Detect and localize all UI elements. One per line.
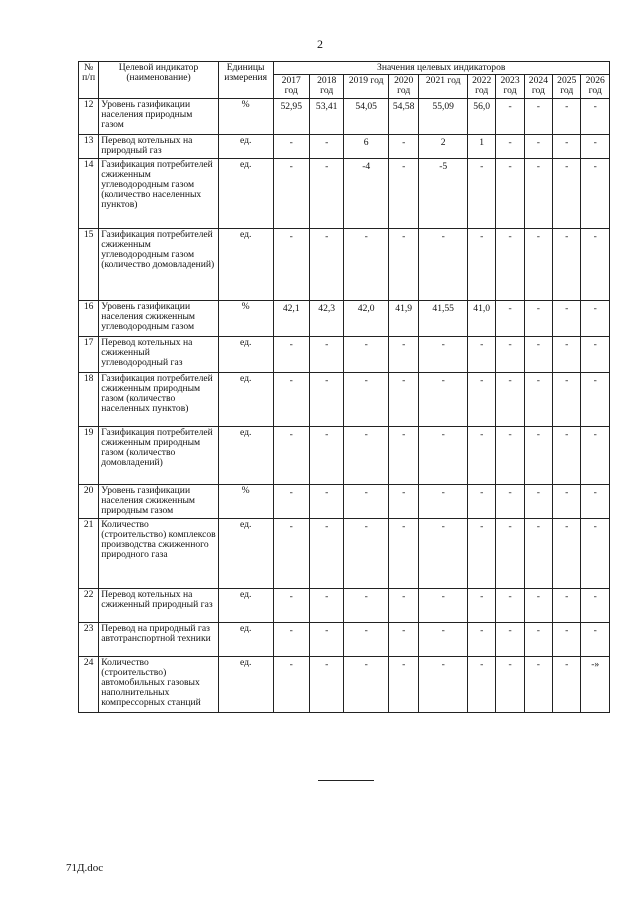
indicator-name: Перевод котельных на сжиженный углеводородный газ (99, 336, 219, 372)
row-number: 13 (79, 134, 99, 158)
value-cell: - (419, 426, 468, 484)
value-cell: - (496, 228, 524, 300)
value-cell: - (524, 622, 552, 656)
value-cell: - (581, 484, 610, 518)
value-cell: - (581, 588, 610, 622)
value-cell: - (388, 588, 418, 622)
value-cell: - (273, 484, 309, 518)
table-row (79, 336, 610, 372)
value-cell: - (388, 484, 418, 518)
value-cell: - (468, 228, 496, 300)
value-cell: - (309, 622, 343, 656)
value-cell: - (581, 134, 610, 158)
value-cell: 42,0 (344, 300, 389, 336)
value-cell: - (419, 372, 468, 426)
value-cell: - (524, 518, 552, 588)
value-cell: - (273, 622, 309, 656)
value-cell: - (553, 372, 581, 426)
row-number: 17 (79, 336, 99, 372)
value-cell: - (524, 484, 552, 518)
indicator-name: Уровень газификации населения сжиженным углеводородным газом (99, 300, 219, 336)
value-cell: - (496, 518, 524, 588)
header-row-main (79, 62, 610, 75)
value-cell: - (468, 336, 496, 372)
value-cell: - (344, 588, 389, 622)
value-cell: - (496, 622, 524, 656)
value-cell: - (419, 336, 468, 372)
value-cell: - (309, 372, 343, 426)
value-cell: - (388, 656, 418, 712)
value-cell: -5 (419, 158, 468, 228)
value-cell: - (581, 622, 610, 656)
value-cell: - (388, 622, 418, 656)
row-number: 19 (79, 426, 99, 484)
value-cell: - (388, 134, 418, 158)
table-row (79, 518, 610, 588)
value-cell: - (273, 656, 309, 712)
value-cell: - (273, 426, 309, 484)
value-cell: - (309, 336, 343, 372)
indicator-name: Газификация потребителей сжиженным углеводородным газом (количество населенных пунктов) (99, 158, 219, 228)
value-cell: - (581, 98, 610, 134)
row-number: 21 (79, 518, 99, 588)
unit-cell: % (218, 98, 273, 134)
value-cell: - (344, 426, 389, 484)
unit-cell: ед. (218, 656, 273, 712)
value-cell: - (496, 484, 524, 518)
header-name: Целевой индикатор (наименование) (99, 62, 219, 99)
value-cell: - (388, 518, 418, 588)
value-cell: - (524, 656, 552, 712)
indicator-name: Количество (строительство) комплексов производства сжиженного природного газа (99, 518, 219, 588)
value-cell: - (496, 656, 524, 712)
value-cell: 56,0 (468, 98, 496, 134)
value-cell: - (496, 372, 524, 426)
value-cell: - (496, 158, 524, 228)
table-row (79, 588, 610, 622)
unit-cell: ед. (218, 228, 273, 300)
value-cell: - (468, 372, 496, 426)
header-year: 2022 год (468, 75, 496, 98)
value-cell: - (468, 158, 496, 228)
header-year: 2026 год (581, 75, 610, 98)
value-cell: - (581, 300, 610, 336)
indicator-name: Газификация потребителей сжиженным природным газом (количество домовладений) (99, 426, 219, 484)
header-year: 2017 год (273, 75, 309, 98)
header-year: 2018 год (309, 75, 343, 98)
value-cell: - (273, 158, 309, 228)
value-cell: - (524, 588, 552, 622)
value-cell: 54,58 (388, 98, 418, 134)
value-cell: - (309, 656, 343, 712)
unit-cell: ед. (218, 134, 273, 158)
value-cell: - (524, 426, 552, 484)
value-cell: - (273, 588, 309, 622)
value-cell: - (524, 336, 552, 372)
value-cell: - (273, 336, 309, 372)
value-cell: - (309, 588, 343, 622)
value-cell: 52,95 (273, 98, 309, 134)
value-cell: - (309, 484, 343, 518)
value-cell: - (581, 336, 610, 372)
value-cell: - (344, 336, 389, 372)
value-cell: - (524, 300, 552, 336)
value-cell: - (553, 622, 581, 656)
value-cell: 55,09 (419, 98, 468, 134)
value-cell: - (553, 484, 581, 518)
value-cell: - (309, 228, 343, 300)
value-cell: - (419, 518, 468, 588)
row-number: 22 (79, 588, 99, 622)
value-cell: - (309, 426, 343, 484)
table-row (79, 484, 610, 518)
value-cell: - (581, 228, 610, 300)
value-cell: - (581, 158, 610, 228)
value-cell: - (553, 426, 581, 484)
value-cell: 6 (344, 134, 389, 158)
row-number: 14 (79, 158, 99, 228)
value-cell: - (496, 588, 524, 622)
value-cell: - (388, 336, 418, 372)
unit-cell: ед. (218, 588, 273, 622)
value-cell: - (344, 656, 389, 712)
indicator-name: Количество (строительство) автомобильных газовых наполнительных компрессорных станций (99, 656, 219, 712)
footer-divider (318, 780, 374, 781)
table-row (79, 158, 610, 228)
value-cell: - (524, 158, 552, 228)
indicators-body (79, 98, 610, 712)
value-cell: - (553, 656, 581, 712)
indicator-name: Перевод котельных на природный газ (99, 134, 219, 158)
unit-cell: % (218, 484, 273, 518)
row-number: 16 (79, 300, 99, 336)
table-row (79, 656, 610, 712)
value-cell: - (553, 158, 581, 228)
value-cell: - (309, 158, 343, 228)
value-cell: - (419, 622, 468, 656)
value-cell: - (553, 336, 581, 372)
value-cell: 2 (419, 134, 468, 158)
unit-cell: ед. (218, 158, 273, 228)
header-year: 2023 год (496, 75, 524, 98)
value-cell: - (496, 426, 524, 484)
indicator-name: Газификация потребителей сжиженным природным газом (количество населенных пунктов) (99, 372, 219, 426)
value-cell: - (553, 518, 581, 588)
table-row (79, 228, 610, 300)
value-cell: - (388, 228, 418, 300)
indicator-name: Уровень газификации населения природным газом (99, 98, 219, 134)
value-cell: -» (581, 656, 610, 712)
value-cell: - (309, 134, 343, 158)
value-cell: - (524, 372, 552, 426)
value-cell: - (553, 228, 581, 300)
value-cell: 54,05 (344, 98, 389, 134)
header-values: Значения целевых индикаторов (273, 62, 610, 75)
value-cell: - (273, 518, 309, 588)
value-cell: - (273, 134, 309, 158)
table-row (79, 134, 610, 158)
value-cell: - (344, 372, 389, 426)
value-cell: 42,3 (309, 300, 343, 336)
unit-cell: ед. (218, 336, 273, 372)
value-cell: - (344, 518, 389, 588)
value-cell: - (344, 228, 389, 300)
value-cell: - (344, 484, 389, 518)
value-cell: - (273, 372, 309, 426)
value-cell: - (468, 622, 496, 656)
indicator-name: Уровень газификации населения сжиженным природным газом (99, 484, 219, 518)
value-cell: - (468, 656, 496, 712)
row-number: 24 (79, 656, 99, 712)
value-cell: 42,1 (273, 300, 309, 336)
value-cell: 53,41 (309, 98, 343, 134)
indicator-name: Перевод на природный газ автотранспортной техники (99, 622, 219, 656)
value-cell: - (496, 98, 524, 134)
unit-cell: % (218, 300, 273, 336)
value-cell: - (581, 518, 610, 588)
indicator-name: Перевод котельных на сжиженный природный газ (99, 588, 219, 622)
value-cell: - (419, 656, 468, 712)
header-year: 2021 год (419, 75, 468, 98)
value-cell: - (553, 134, 581, 158)
value-cell: - (553, 588, 581, 622)
value-cell: - (388, 426, 418, 484)
page-number: 2 (317, 37, 323, 51)
table-row (79, 372, 610, 426)
unit-cell: ед. (218, 622, 273, 656)
header-year: 2019 год (344, 75, 389, 98)
value-cell: - (553, 98, 581, 134)
header-year: 2024 год (524, 75, 552, 98)
header-num: № п/п (79, 62, 99, 99)
value-cell: - (524, 134, 552, 158)
value-cell: - (388, 372, 418, 426)
file-name: 71Д.doc (66, 862, 104, 874)
value-cell: - (524, 228, 552, 300)
value-cell: 41,55 (419, 300, 468, 336)
value-cell: - (496, 336, 524, 372)
value-cell: - (553, 300, 581, 336)
value-cell: - (468, 588, 496, 622)
row-number: 12 (79, 98, 99, 134)
value-cell: 1 (468, 134, 496, 158)
header-year: 2025 год (553, 75, 581, 98)
value-cell: - (419, 228, 468, 300)
row-number: 18 (79, 372, 99, 426)
value-cell: - (468, 484, 496, 518)
value-cell: - (344, 622, 389, 656)
value-cell: 41,0 (468, 300, 496, 336)
unit-cell: ед. (218, 372, 273, 426)
indicator-name: Газификация потребителей сжиженным углеводородным газом (количество домовладений) (99, 228, 219, 300)
value-cell: - (524, 98, 552, 134)
value-cell: - (273, 228, 309, 300)
value-cell: - (419, 588, 468, 622)
value-cell: - (581, 426, 610, 484)
header-year: 2020 год (388, 75, 418, 98)
table-row (79, 426, 610, 484)
row-number: 15 (79, 228, 99, 300)
value-cell: - (496, 300, 524, 336)
value-cell: - (581, 372, 610, 426)
value-cell: - (496, 134, 524, 158)
row-number: 20 (79, 484, 99, 518)
value-cell: - (468, 426, 496, 484)
value-cell: - (309, 518, 343, 588)
unit-cell: ед. (218, 518, 273, 588)
table-row (79, 300, 610, 336)
value-cell: - (419, 484, 468, 518)
value-cell: 41,9 (388, 300, 418, 336)
indicators-table (78, 61, 610, 713)
header-unit: Единицы измерения (218, 62, 273, 99)
value-cell: - (388, 158, 418, 228)
row-number: 23 (79, 622, 99, 656)
unit-cell: ед. (218, 426, 273, 484)
table-row (79, 622, 610, 656)
table-row (79, 98, 610, 134)
value-cell: - (468, 518, 496, 588)
value-cell: -4 (344, 158, 389, 228)
